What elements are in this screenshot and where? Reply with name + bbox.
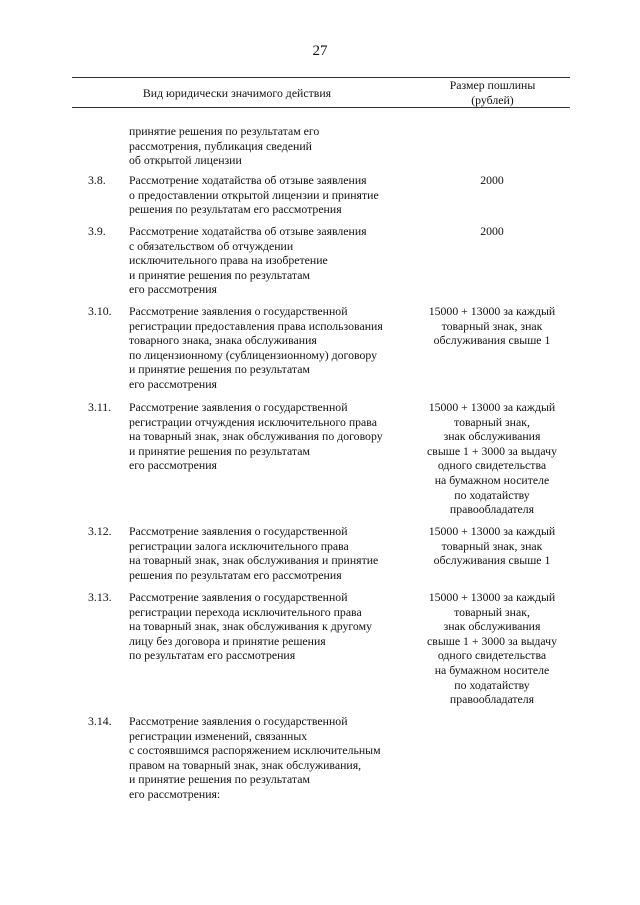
row-description: Рассмотрение заявления о государственной регистрации залога исключительного права на товарный знак, знак обслуживания и принятие решения по результатам его рассмотрения [129, 524, 379, 582]
row-number: 3.12. [88, 524, 112, 538]
row-number: 3.11. [88, 400, 112, 414]
row-description: принятие решения по результатам его рассмотрения, публикация сведений об открытой лицензии [129, 124, 320, 168]
row-fee: 15000 + 13000 за каждый товарный знак, знак обслуживания свыше 1 [428, 524, 556, 568]
row-number: 3.9. [88, 224, 106, 238]
row-fee: 15000 + 13000 за каждый товарный знак, знак обслуживания свыше 1 + 3000 за выдачу одного свидетельства на бумажном носителе по ходатайству правообладателя [427, 400, 557, 517]
header-action-column: Вид юридически значимого действия [142, 86, 332, 100]
row-fee: 2000 [480, 224, 504, 238]
row-number: 3.14. [88, 714, 112, 728]
row-number: 3.13. [88, 590, 112, 604]
row-number: 3.10. [88, 304, 112, 318]
row-description: Рассмотрение заявления о государственной регистрации перехода исключительного права на товарный знак, знак обслуживания к другому лицу без договора и принятие решения по результатам его рассмотрения [129, 590, 372, 663]
row-description: Рассмотрение заявления о государственной регистрации отчуждения исключительного права на товарный знак, знак обслуживания по договору и принятие решения по результатам его рассмотрения [129, 400, 383, 473]
row-fee: 15000 + 13000 за каждый товарный знак, знак обслуживания свыше 1 [428, 304, 556, 348]
table-header-rule [72, 107, 570, 108]
row-fee: 15000 + 13000 за каждый товарный знак, знак обслуживания свыше 1 + 3000 за выдачу одного свидетельства на бумажном носителе по ходатайству правообладателя [427, 590, 557, 707]
row-number: 3.8. [88, 173, 106, 187]
header-fee-column: Размер пошлины (рублей) [449, 78, 536, 107]
row-description: Рассмотрение заявления о государственной регистрации изменений, связанных с состоявшимся распоряжением исключительным правом на товарный знак, знак обслуживания, и принятие решения по результатам его рассмотрения: [129, 714, 381, 801]
row-description: Рассмотрение заявления о государственной регистрации предоставления права использования товарного знака, знака обслуживания по лицензионному (сублицензионному) договору и принятие решения по результатам его рассмотрения [129, 304, 383, 391]
row-description: Рассмотрение ходатайства об отзыве заявления с обязательством об отчуждении исключительного права на изобретение и принятие решения по результатам его рассмотрения [129, 224, 367, 297]
page-number: 27 [312, 43, 328, 59]
row-description: Рассмотрение ходатайства об отзыве заявления о предоставлении открытой лицензии и принятие решения по результатам его рассмотрения [129, 173, 379, 217]
row-fee: 2000 [480, 173, 504, 187]
